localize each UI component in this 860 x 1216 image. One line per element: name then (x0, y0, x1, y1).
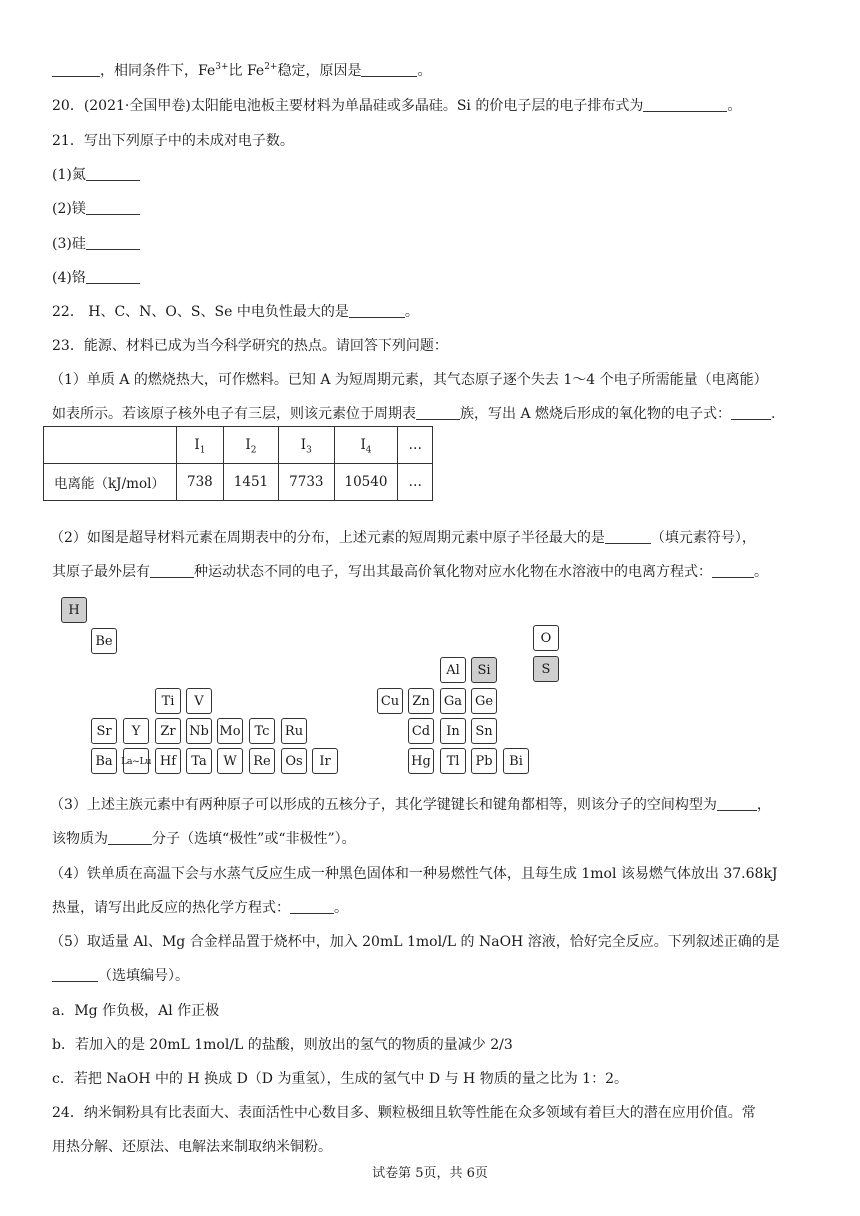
q23-option-b: b．若加入的是 20mL 1mol/L 的盐酸，则放出的氢气的物质的量减少 2/3 (52, 1037, 513, 1053)
element-cell-O: O (533, 625, 559, 651)
element-cell-La-Lu: La~Lu (123, 748, 149, 774)
q23-part2-line2: 其原子最外层有 种运动状态不同的电子，写出其最高价氧化物对应水化物在水溶液中的电离方程式： 。 (52, 564, 768, 580)
element-cell-W: W (217, 748, 243, 774)
element-cell-Si: Si (471, 657, 497, 683)
answer-blank[interactable] (86, 166, 140, 181)
q23-part3-line2: 该物质为 分子（选填“极性”或“非极性”）。 (52, 831, 356, 847)
table-header-i2: $I_2$ (223, 427, 278, 464)
element-cell-Be: Be (91, 628, 117, 654)
answer-blank[interactable] (52, 62, 100, 77)
element-cell-Ir: Ir (312, 748, 338, 774)
element-cell-Sn: Sn (471, 718, 497, 744)
answer-blank[interactable] (416, 405, 460, 420)
element-cell-Tc: Tc (249, 718, 275, 744)
answer-blank[interactable] (605, 529, 651, 544)
ionization-energy-table (43, 426, 433, 501)
q23-part5-line1: （5）取适量 Al、Mg 合金样品置于烧杯中，加入 20mL 1mol/L 的 NaOH 溶液，恰好完全反应。下列叙述正确的是 (50, 934, 780, 950)
q23-option-a: a．Mg 作负极，Al 作正极 (52, 1003, 220, 1019)
table-header-i4: $I_4$ (334, 427, 398, 464)
table-row (44, 464, 433, 501)
answer-blank[interactable] (86, 200, 140, 215)
q23-part5-line2: （选填编号）。 (52, 966, 189, 986)
element-cell-Pb: Pb (471, 748, 497, 774)
answer-blank[interactable] (717, 796, 757, 811)
table-header-i1: $I_1$ (177, 427, 224, 464)
element-cell-Re: Re (249, 748, 275, 774)
element-cell-Hg: Hg (408, 748, 434, 774)
answer-blank[interactable] (643, 97, 727, 112)
answer-blank[interactable] (86, 235, 140, 250)
q21-item-3: (3)硅 (52, 234, 140, 254)
table-cell: 10540 (334, 464, 398, 501)
answer-blank[interactable] (361, 62, 417, 77)
element-cell-Ga: Ga (440, 688, 466, 714)
question-23-stem: 23．能源、材料已成为当今科学研究的热点。请回答下列问题： (52, 338, 448, 354)
element-cell-In: In (440, 718, 466, 744)
question-24-line1: 24．纳米铜粉具有比表面大、表面活性中心数目多、颗粒极细且软等性能在众多领域有着巨大的潜在应用价值。常 (52, 1105, 756, 1121)
element-cell-S: S (533, 656, 559, 682)
element-cell-H: H (61, 597, 87, 623)
q23-part2-line1: （2）如图是超导材料元素在周期表中的分布，上述元素的短周期元素中原子半径最大的是 （填元素符号）， (50, 530, 756, 546)
question-22: 22． H、C、N、O、S、Se 中电负性最大的是 。 (52, 304, 419, 320)
table-row-label: 电离能（kJ/mol） (44, 464, 177, 501)
element-cell-Tl: Tl (440, 748, 466, 774)
element-cell-Os: Os (281, 748, 307, 774)
element-cell-Y: Y (123, 718, 149, 744)
answer-blank[interactable] (349, 303, 405, 318)
table-cell: 1451 (223, 464, 278, 501)
answer-blank[interactable] (150, 563, 194, 578)
answer-blank[interactable] (731, 405, 771, 420)
q23-option-c: c．若把 NaOH 中的 H 换成 D（D 为重氢），生成的氢气中 D 与 H 物质的量之比为 1：2。 (52, 1071, 628, 1087)
element-cell-Cd: Cd (408, 718, 434, 744)
element-cell-V: V (186, 688, 212, 714)
table-header-ellipsis: … (398, 427, 433, 464)
table-cell: 7733 (279, 464, 334, 501)
element-cell-Al: Al (440, 657, 466, 683)
q19-tail: ，相同条件下，$Fe^{3+}$比 $Fe^{2+}$稳定，原因是 。 (52, 61, 431, 81)
element-cell-Hf: Hf (155, 748, 181, 774)
element-cell-Zr: Zr (155, 718, 181, 744)
element-cell-Ru: Ru (281, 718, 307, 744)
element-cell-Sr: Sr (91, 718, 117, 744)
element-cell-Ta: Ta (186, 748, 212, 774)
q21-item-2: (2)镁 (52, 199, 140, 219)
answer-blank[interactable] (86, 269, 140, 284)
question-24-line2: 用热分解、还原法、电解法来制取纳米铜粉。 (52, 1139, 332, 1155)
answer-blank[interactable] (108, 830, 152, 845)
table-cell (44, 427, 177, 464)
table-cell: … (398, 464, 433, 501)
table-header-i3: $I_3$ (279, 427, 334, 464)
q21-item-1: (1)氮 (52, 165, 140, 185)
q21-item-4: (4)铬 (52, 268, 140, 288)
q23-part4-line1: （4）铁单质在高温下会与水蒸气反应生成一种黑色固体和一种易燃性气体，且每生成 1mol 该易燃气体放出 37.68kJ (50, 866, 778, 882)
element-cell-Bi: Bi (503, 748, 529, 774)
page-footer: 试卷第 5页，共 6页 (372, 1166, 488, 1181)
element-cell-Mo: Mo (217, 718, 243, 744)
element-cell-Cu: Cu (377, 688, 403, 714)
q23-part3-line1: （3）上述主族元素中有两种原子可以形成的五核分子，其化学键键长和键角都相等，则该分子的空间构型为 ， (50, 797, 771, 813)
element-cell-Zn: Zn (408, 688, 434, 714)
table-header-row (44, 427, 433, 464)
table-cell: 738 (177, 464, 224, 501)
element-cell-Nb: Nb (186, 718, 212, 744)
answer-blank[interactable] (290, 899, 334, 914)
q23-part1-line2: 如表所示。若该原子核外电子有三层，则该元素位于周期表 族，写出 A 燃烧后形成的氧化物的电子式： . (52, 406, 776, 422)
answer-blank[interactable] (52, 967, 98, 982)
q23-part1-line1: （1）单质 A 的燃烧热大，可作燃料。已知 A 为短周期元素，其气态原子逐个失去 1～4 个电子所需能量（电离能） (50, 372, 768, 388)
answer-blank[interactable] (712, 563, 754, 578)
element-cell-Ge: Ge (471, 688, 497, 714)
question-21-stem: 21．写出下列原子中的未成对电子数。 (52, 133, 294, 149)
element-cell-Ti: Ti (155, 688, 181, 714)
q23-part4-line2: 热量，请写出此反应的热化学方程式： 。 (52, 900, 348, 916)
question-20: 20．(2021·全国甲卷)太阳能电池板主要材料为单晶硅或多晶硅。Si 的价电子层的电子排布式为 。 (52, 98, 742, 114)
element-cell-Ba: Ba (91, 748, 117, 774)
